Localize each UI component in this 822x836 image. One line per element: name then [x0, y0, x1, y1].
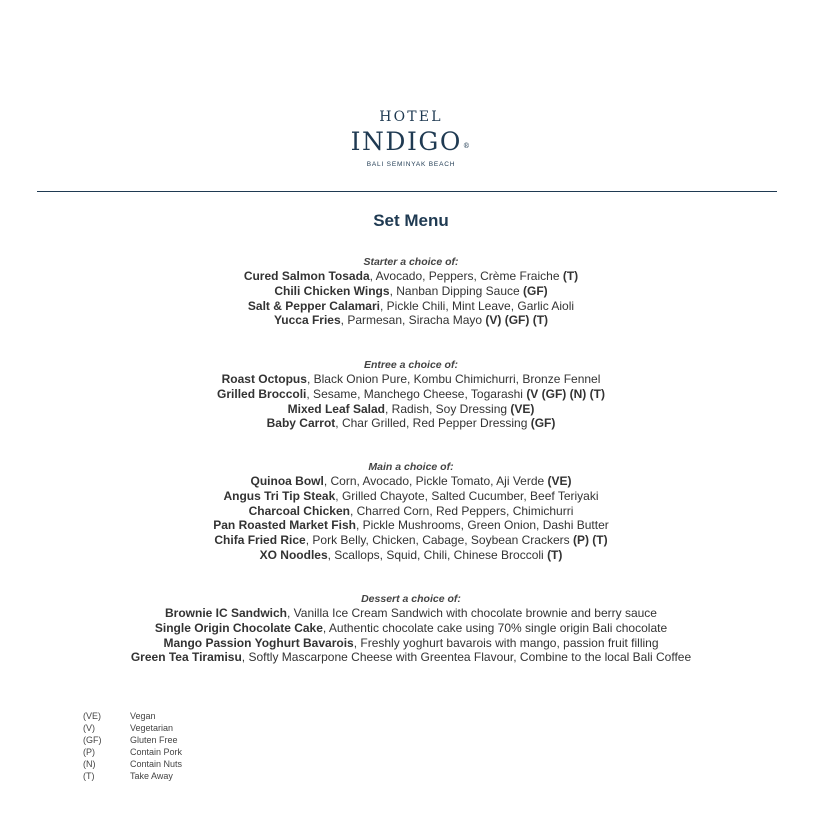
dish-tags: (GF)	[523, 283, 548, 298]
section-entree	[0, 358, 822, 431]
logo-hotel-text: HOTEL	[379, 109, 443, 125]
dish-line	[0, 504, 822, 519]
dish-name: Cured Salmon Tosada	[243, 269, 370, 283]
section-heading: Entree a choice of:	[364, 359, 458, 371]
legend-row	[83, 770, 182, 782]
dish-name: Chifa Fried Rice	[214, 533, 306, 548]
legend-code: (T)	[83, 771, 95, 781]
dish-tags: (V) (GF) (T)	[485, 313, 549, 328]
legend-code: (GF)	[83, 735, 102, 745]
dish-name: Charcoal Chicken	[248, 503, 350, 518]
dish-line	[0, 372, 822, 387]
dish-description: , Sesame, Manchego Cheese, Togarashi	[306, 386, 527, 401]
dish-name: Green Tea Tiramisu	[130, 650, 242, 665]
dish-line	[0, 387, 822, 402]
dish-description: , Black Onion Pure, Kombu Chimichurri, Bronze Fennel	[306, 372, 601, 386]
dish-name: Angus Tri Tip Steak	[223, 488, 336, 503]
dish-description: , Grilled Chayote, Salted Cucumber, Beef Teriyaki	[335, 488, 599, 503]
dish-description: , Parmesan, Siracha Mayo	[340, 313, 486, 328]
dish-description: , Pickle Mushrooms, Green Onion, Dashi Butter	[355, 518, 609, 533]
dish-description: , Corn, Avocado, Pickle Tomato, Aji Verde	[323, 474, 548, 488]
dish-description: , Vanilla Ice Cream Sandwich with chocolate brownie and berry sauce	[287, 606, 657, 620]
dish-tags: (VE)	[547, 474, 572, 488]
dish-line	[0, 402, 822, 417]
dish-name: Salt & Pepper Calamari	[247, 298, 380, 313]
dish-description: , Softly Mascarpone Cheese with Greentea Flavour, Combine to the local Bali Coffee	[241, 650, 692, 665]
legend-meaning: Vegetarian	[130, 723, 174, 733]
dish-description: , Scallops, Squid, Chili, Chinese Broccoli	[327, 547, 548, 562]
dish-description: , Avocado, Peppers, Crème Fraiche	[369, 269, 563, 283]
dish-tags: (T)	[547, 547, 563, 562]
dish-line	[0, 548, 822, 563]
dish-line	[0, 489, 822, 504]
dish-tags: (P) (T)	[572, 533, 608, 548]
legend-meaning: Gluten Free	[130, 735, 178, 745]
logo-location-text: BALI SEMINYAK BEACH	[366, 161, 456, 168]
dish-name: Quinoa Bowl	[250, 474, 324, 488]
dish-tags: (VE)	[510, 401, 535, 416]
legend-code: (VE)	[83, 711, 101, 721]
dish-name: Yucca Fries	[273, 313, 341, 328]
dish-line	[0, 474, 822, 489]
legend-row	[83, 758, 182, 770]
dish-line	[0, 313, 822, 328]
dish-description: , Char Grilled, Red Pepper Dressing	[335, 416, 531, 431]
dish-name: Grilled Broccoli	[217, 386, 307, 401]
legend-row	[83, 734, 182, 746]
legend-meaning: Take Away	[130, 771, 173, 781]
dish-name: Brownie IC Sandwich	[165, 606, 288, 620]
legend-code: (V)	[83, 723, 95, 733]
dish-line	[0, 416, 822, 431]
dish-tags: (V (GF) (N) (T)	[526, 386, 605, 401]
dish-description: , Radish, Soy Dressing	[384, 401, 511, 416]
section-starter	[0, 255, 822, 328]
legend-code: (N)	[83, 759, 96, 769]
registered-mark: ®	[462, 142, 472, 150]
dish-description: , Charred Corn, Red Peppers, Chimichurri	[349, 503, 574, 518]
dish-line	[0, 269, 822, 284]
dish-description: , Nanban Dipping Sauce	[389, 283, 524, 298]
dish-line	[0, 518, 822, 533]
legend-row	[83, 710, 182, 722]
logo-brand-name: INDIGO	[350, 127, 462, 156]
dish-line	[0, 606, 822, 621]
legend-row	[83, 722, 182, 734]
dish-line	[0, 621, 822, 636]
dietary-legend	[83, 710, 182, 782]
section-heading: Starter a choice of:	[363, 256, 459, 268]
dish-name: Baby Carrot	[266, 416, 336, 431]
dish-description: , Freshly yoghurt bavarois with mango, passion fruit filling	[353, 635, 659, 650]
dish-name: Chili Chicken Wings	[274, 283, 390, 298]
dish-name: XO Noodles	[259, 547, 328, 562]
legend-meaning: Contain Nuts	[130, 759, 183, 769]
dish-name: Single Origin Chocolate Cake	[154, 620, 323, 635]
menu-title: Set Menu	[373, 211, 449, 230]
dish-name: Mango Passion Yoghurt Bavarois	[163, 635, 354, 650]
dish-description: , Pork Belly, Chicken, Cabage, Soybean Crackers	[305, 533, 573, 548]
dish-tags: (T)	[562, 269, 579, 283]
legend-code: (P)	[83, 747, 95, 757]
section-dessert	[0, 592, 822, 665]
dish-line	[0, 299, 822, 314]
legend-row	[83, 746, 182, 758]
header-divider	[37, 191, 777, 192]
dish-tags: (GF)	[530, 416, 556, 431]
legend-meaning: Vegan	[130, 711, 156, 721]
logo-brand-text	[0, 127, 822, 157]
dish-line	[0, 636, 822, 651]
section-heading: Main a choice of:	[368, 461, 454, 473]
dish-description: , Authentic chocolate cake using 70% single origin Bali chocolate	[322, 620, 668, 635]
dish-description: , Pickle Chili, Mint Leave, Garlic Aioli	[379, 298, 575, 313]
dish-name: Roast Octopus	[221, 372, 307, 386]
hotel-logo	[0, 108, 822, 170]
dish-line	[0, 284, 822, 299]
dish-name: Pan Roasted Market Fish	[213, 518, 356, 533]
dish-line	[0, 533, 822, 548]
legend-meaning: Contain Pork	[130, 747, 183, 757]
section-main	[0, 460, 822, 563]
section-heading: Dessert a choice of:	[361, 593, 461, 605]
dish-line	[0, 650, 822, 665]
dish-name: Mixed Leaf Salad	[287, 401, 385, 416]
